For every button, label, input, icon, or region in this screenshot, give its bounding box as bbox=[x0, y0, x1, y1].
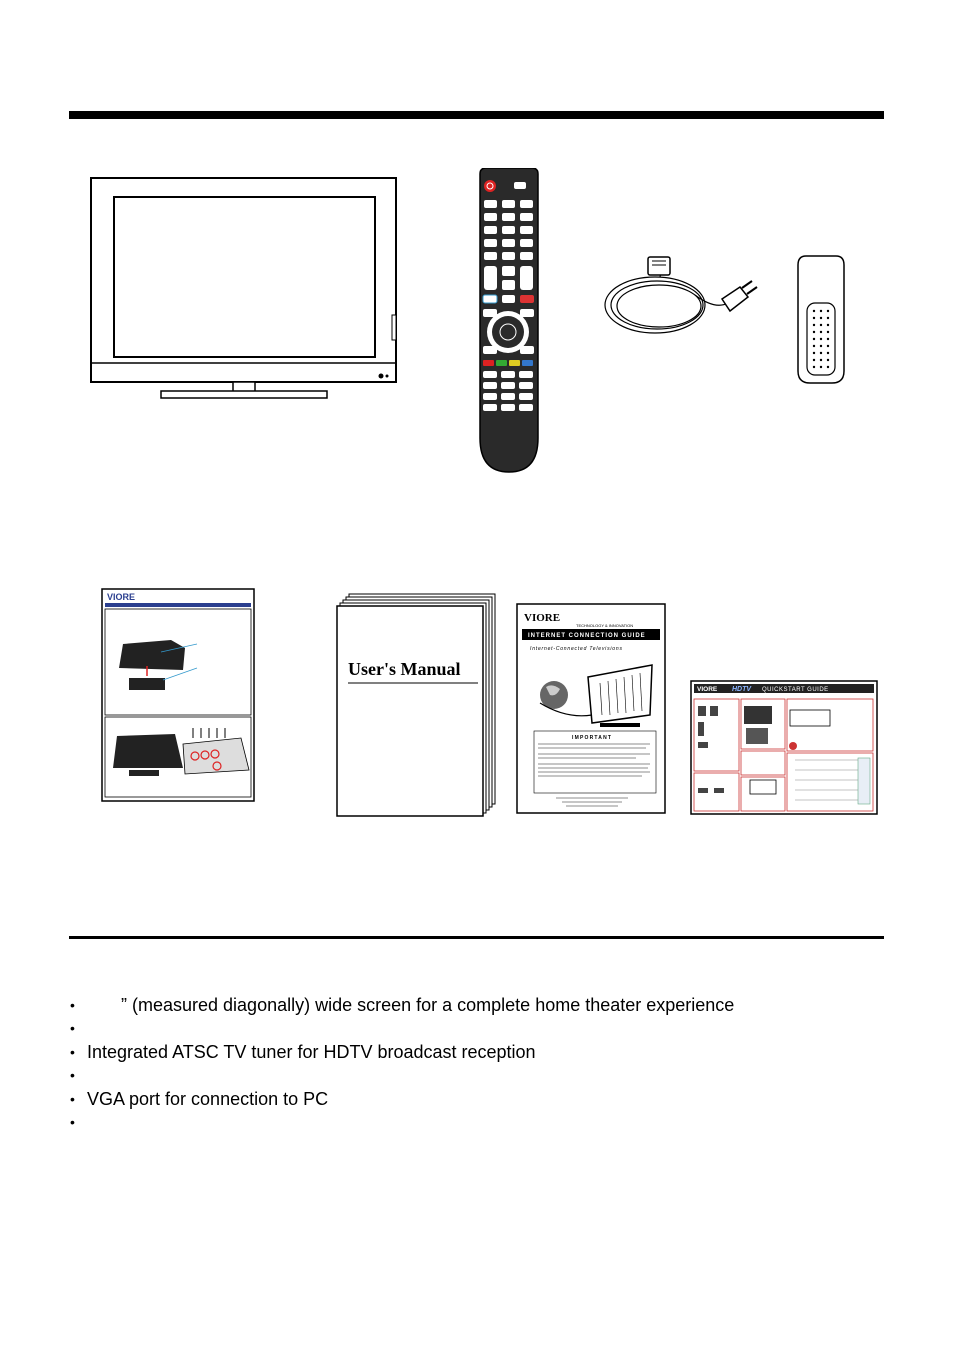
guide-banner: INTERNET CONNECTION GUIDE bbox=[528, 633, 646, 639]
users-manual-illustration bbox=[336, 593, 498, 818]
quickstart-banner: QUICKSTART GUIDE bbox=[762, 687, 829, 693]
feature-item bbox=[70, 1064, 870, 1087]
setup-card-illustration bbox=[101, 588, 255, 802]
feature-item bbox=[70, 1017, 870, 1040]
bullet: • bbox=[70, 1090, 75, 1107]
section-divider-top bbox=[69, 111, 884, 119]
guide-brand: VIORE bbox=[524, 612, 561, 624]
feature-item bbox=[70, 994, 870, 1017]
feature-item bbox=[70, 1088, 870, 1111]
bullet: • bbox=[70, 1020, 75, 1037]
feature-list bbox=[70, 994, 870, 1134]
feature-item bbox=[70, 1041, 870, 1064]
internet-guide-illustration bbox=[516, 603, 666, 814]
guide-subtitle: Internet-Connected Televisions bbox=[530, 646, 623, 652]
feature-text: Integrated ATSC TV tuner for HDTV broadcast reception bbox=[87, 1041, 536, 1062]
remote-control-illustration bbox=[474, 168, 544, 476]
quickstart-guide-illustration bbox=[690, 680, 878, 815]
feature-text: VGA port for connection to PC bbox=[87, 1088, 329, 1109]
bullet: • bbox=[70, 1043, 75, 1060]
users-manual-title: User's Manual bbox=[348, 659, 461, 679]
guide-tagline: TECHNOLOGY & INNOVATION bbox=[576, 623, 634, 628]
quickstart-hdtv: HDTV bbox=[732, 686, 752, 693]
quickstart-brand: VIORE bbox=[697, 686, 718, 693]
section-divider-features bbox=[69, 936, 884, 939]
setup-card-brand: VIORE bbox=[107, 592, 136, 602]
power-cord-illustration bbox=[600, 255, 760, 340]
bullet: • bbox=[70, 997, 75, 1013]
feature-item bbox=[70, 1111, 870, 1134]
usb-dongle-illustration bbox=[792, 253, 850, 386]
feature-text: ” (measured diagonally) wide screen for a complete home theater experience bbox=[121, 995, 735, 1015]
bullet: • bbox=[70, 1067, 75, 1084]
tv-illustration bbox=[88, 175, 400, 405]
guide-important: IMPORTANT bbox=[572, 735, 613, 741]
bullet: • bbox=[70, 1113, 75, 1130]
